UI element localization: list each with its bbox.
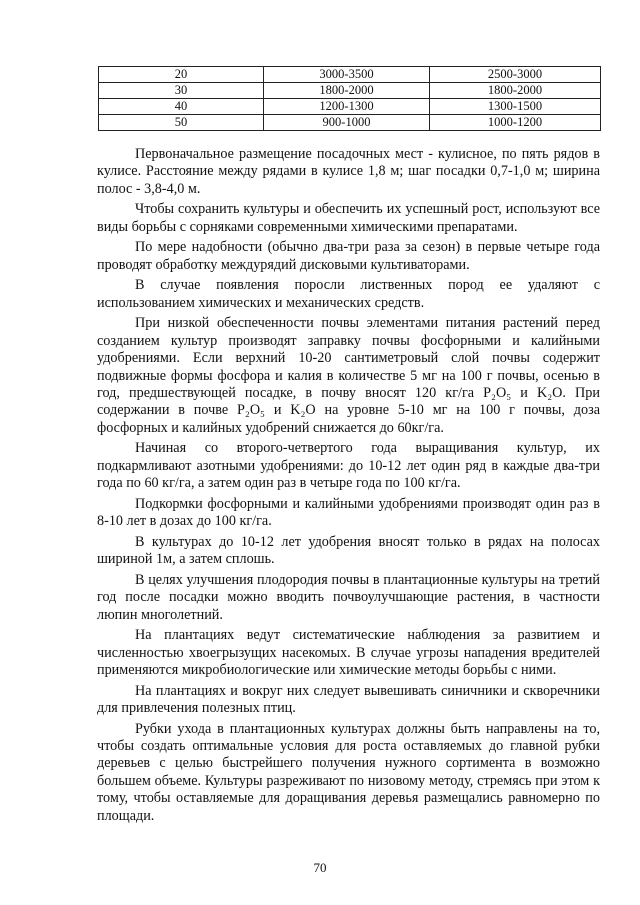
table-cell: 1200-1300 <box>264 99 430 115</box>
table-cell: 900-1000 <box>264 115 430 131</box>
table-cell: 50 <box>99 115 264 131</box>
table-row <box>99 83 601 99</box>
paragraph: На плантациях ведут систематические наблюдения за развитием и численностью хвоегрызущих насекомых. В случае угрозы нападения вредителей применяются микробиологические или химические методы борьбы с ними. <box>97 627 600 679</box>
table-row <box>99 115 601 131</box>
page-number: 70 <box>313 860 327 875</box>
paragraph: На плантациях и вокруг них следует вывешивать синичники и скворечники для привлечения полезных птиц. <box>97 682 600 717</box>
table-cell: 2500-3000 <box>430 67 601 83</box>
paragraph: При низкой обеспеченности почвы элементами питания растений перед созданием культур производят заправку почвы фосфорными и калийными удобрениями. Если верхний 10-20 сантиметровый слой почвы содержит подвижные формы фосфора и калия в количестве 5 мг на 100 г почвы, осенью в год, предшествующей посадке, в почву вносят 120 кг/га P₂O₅ и K₂O. При содержании в почве P₂O₅ и K₂O на уровне 5-10 мг на 100 г почвы, доза фосфорных и калийных удобрений снижается до 60кг/га. <box>97 315 600 436</box>
table-row <box>99 99 601 115</box>
paragraph: Рубки ухода в плантационных культурах должны быть направлены на то, чтобы создать оптимальные условия для роста оставляемых до главной рубки деревьев с целью быстрейшего получения нужного сортимента в возможно большем объеме. Культуры разреживают по низовому методу, стремясь при этом к тому, чтобы оставляемые для доращивания деревья размещались равномерно по площади. <box>97 720 600 824</box>
body-text <box>97 146 600 828</box>
table-cell: 40 <box>99 99 264 115</box>
paragraph: Чтобы сохранить культуры и обеспечить их успешный рост, используют все виды борьбы с сорняками современными химическими препаратами. <box>97 201 600 235</box>
paragraph: По мере надобности (обычно два-три раза за сезон) в первые четыре года проводят обработку междурядий дисковыми культиваторами. <box>97 239 600 273</box>
paragraph: В случае появления поросли лиственных пород ее удаляют с использованием химических и механических средств. <box>97 277 600 311</box>
table-cell: 1800-2000 <box>264 83 430 99</box>
paragraph: Начиная со второго-четвертого года выращивания культур, их подкармливают азотными удобрениями: до 10-12 лет один ряд в каждые два-три года по 60 кг/га, а затем один раз в четыре года по 100 кг/га. <box>97 440 600 492</box>
table-cell: 20 <box>99 67 264 83</box>
data-table <box>98 66 601 131</box>
paragraph: Подкормки фосфорными и калийными удобрениями производят один раз в 8-10 лет в дозах до 100 кг/га. <box>97 495 600 530</box>
paragraph: Первоначальное размещение посадочных мест - кулисное, по пять рядов в кулисе. Расстояние между рядами в кулисе 1,8 м; шаг посадки 0,7-1,0 м; ширина полос - 3,8-4,0 м. <box>97 146 600 197</box>
paragraph: В целях улучшения плодородия почвы в плантационные культуры на третий год после посадки можно вводить почвоулучшающие растения, в частности люпин многолетний. <box>97 571 600 623</box>
table-cell: 1300-1500 <box>430 99 601 115</box>
table-cell: 3000-3500 <box>264 67 430 83</box>
table-cell: 1800-2000 <box>430 83 601 99</box>
paragraph: В культурах до 10-12 лет удобрения вносят только в рядах на полосах шириной 1м, а затем сплошь. <box>97 533 600 568</box>
table-cell: 1000-1200 <box>430 115 601 131</box>
table-row <box>99 67 601 83</box>
table-cell: 30 <box>99 83 264 99</box>
